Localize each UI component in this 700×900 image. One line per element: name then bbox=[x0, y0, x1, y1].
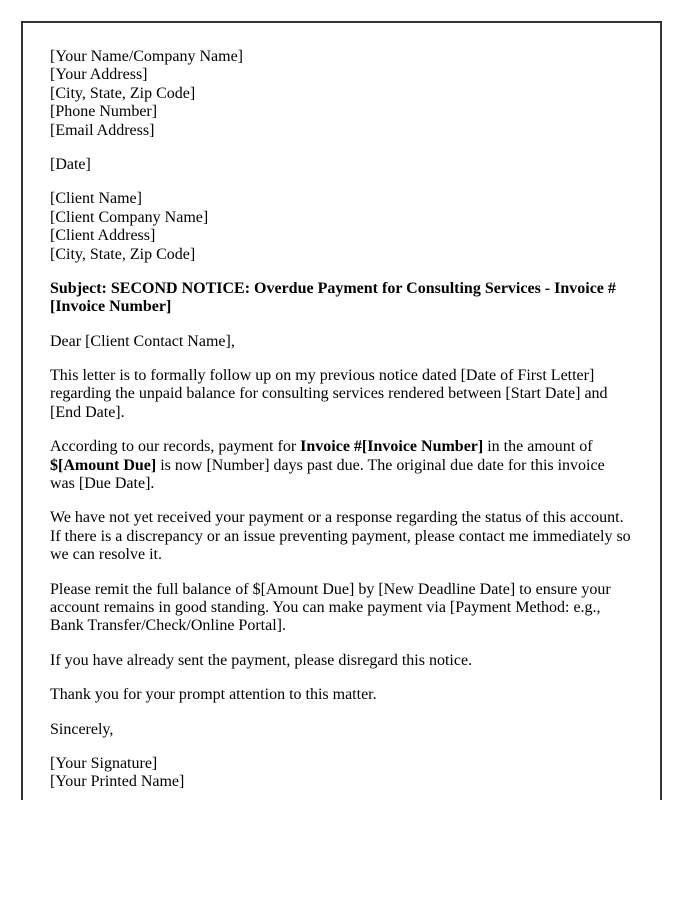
paragraph-remit-text: Please remit the full balance of $[Amount Due] by [New Deadline Date] to ensure your account remains in good standing. You can make payment via [Payment Method: e.g., Bank Transfer/Check/Online Portal]. bbox=[50, 580, 611, 635]
recipient-address-block-line: [City, State, Zip Code] bbox=[50, 245, 196, 263]
paragraph-no-payment-text: We have not yet received your payment or a response regarding the status of this account. If there is a discrepancy or an issue preventing payment, please contact me immediately so we can resolve it. bbox=[50, 509, 631, 564]
salutation-text: Dear [Client Contact Name], bbox=[50, 332, 235, 350]
sender-address-block-line: [Phone Number] bbox=[50, 103, 158, 121]
paragraph-records-text: According to our records, payment for bbox=[50, 438, 301, 456]
sender-address-block-line: [Email Address] bbox=[50, 121, 155, 139]
closing bbox=[50, 721, 633, 739]
paragraph-records-text: is now [Number] days past due. The original due date for this invoice was [Due Date]. bbox=[50, 456, 605, 493]
recipient-address-block-line: [Client Company Name] bbox=[50, 208, 209, 226]
letter-container bbox=[21, 21, 662, 800]
sender-address-block-line: [Your Address] bbox=[50, 66, 148, 84]
signature-block-line: [Your Printed Name] bbox=[50, 773, 185, 791]
paragraph-records bbox=[50, 438, 633, 493]
paragraph-records-text: Invoice #[Invoice Number] bbox=[300, 438, 484, 456]
paragraph-no-payment bbox=[50, 509, 633, 564]
signature-block-line: [Your Signature] bbox=[50, 754, 158, 772]
salutation bbox=[50, 333, 633, 351]
paragraph-records-text: in the amount of bbox=[483, 438, 593, 456]
letter-body bbox=[50, 48, 633, 792]
recipient-address-block-line: [Client Address] bbox=[50, 227, 156, 245]
date-line-line: [Date] bbox=[50, 155, 91, 173]
paragraph-remit bbox=[50, 581, 633, 636]
paragraph-records-text: $[Amount Due] bbox=[50, 456, 157, 474]
sender-address-block bbox=[50, 48, 633, 140]
subject-line-text: Subject: SECOND NOTICE: Overdue Payment for Consulting Services - Invoice # [Invoice Number] bbox=[50, 279, 616, 316]
subject-line bbox=[50, 280, 633, 317]
paragraph-followup bbox=[50, 367, 633, 422]
date-line bbox=[50, 156, 633, 174]
recipient-address-block-line: [Client Name] bbox=[50, 190, 142, 208]
paragraph-disregard-text: If you have already sent the payment, please disregard this notice. bbox=[50, 651, 473, 669]
signature-block bbox=[50, 755, 633, 792]
sender-address-block-line: [City, State, Zip Code] bbox=[50, 84, 196, 102]
paragraph-followup-text: This letter is to formally follow up on my previous notice dated [Date of First Letter] regarding the unpaid balance for consulting services rendered between [Start Date] and [End Date]. bbox=[50, 367, 608, 421]
paragraph-thanks bbox=[50, 686, 633, 704]
paragraph-thanks-text: Thank you for your prompt attention to this matter. bbox=[50, 686, 377, 704]
paragraph-disregard bbox=[50, 652, 633, 670]
closing-text: Sincerely, bbox=[50, 720, 114, 738]
recipient-address-block bbox=[50, 190, 633, 264]
sender-address-block-line: [Your Name/Company Name] bbox=[50, 48, 244, 65]
